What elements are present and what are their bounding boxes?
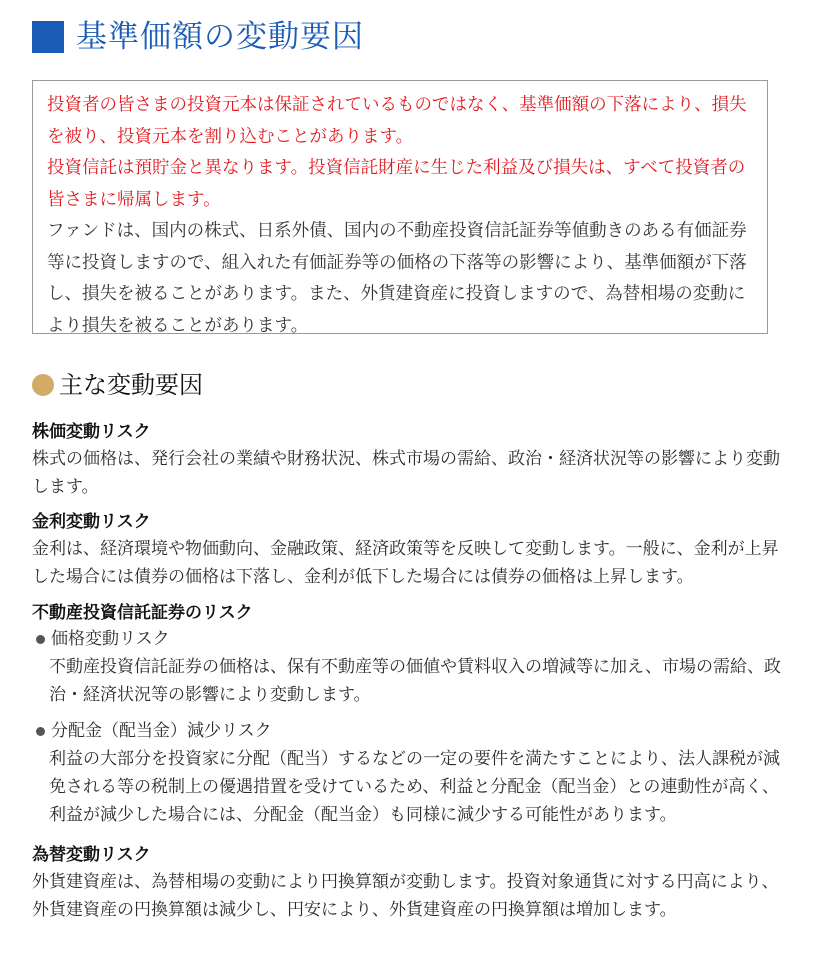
notice-trust-warning: 投資信託は預貯金と異なります。投資信託財産に生じた利益及び損失は、すべて投資者の皆さまに帰属します。 xyxy=(47,158,746,210)
risk-body-fx: 外貨建資産は、為替相場の変動により円換算額が変動します。投資対象通貨に対する円高により、外貨建資産の円換算額は減少し、円安により、外貨建資産の円換算額は増加します。 xyxy=(32,872,779,920)
risk-body-interest: 金利は、経済環境や物価動向、金融政策、経済政策等を反映して変動します。一般に、金利が上昇した場合には債券の価格は下落し、金利が低下した場合には債券の価格は上昇します。 xyxy=(32,539,779,587)
risk-title-reit: 不動産投資信託証券のリスク xyxy=(32,603,253,623)
risk-body-stock: 株式の価格は、発行会社の業績や財務状況、株式市場の需給、政治・経済状況等の影響により変動します。 xyxy=(32,449,780,497)
page-header xyxy=(32,12,364,62)
notice-fund-description: ファンドは、国内の株式、日系外債、国内の不動産投資信託証券等値動きのある有価証券等に投資しますので、組入れた有価証券等の価格の下落等の影響により、基準価額が下落し、損失を被ることがあります。また、外貨建資産に投資しますので、為替相場の変動により損失を被ることがあります。 xyxy=(47,221,747,336)
risk-block-interest xyxy=(32,510,792,591)
sub-risk-price-body: 不動産投資信託証券の価格は、保有不動産等の価値や賃料収入の増減等に加え、市場の需給、政治・経済状況等の影響により変動します。 xyxy=(49,657,782,705)
section-title: 主な変動要因 xyxy=(59,371,203,399)
sub-risk-dividend xyxy=(36,718,792,745)
risk-title-fx: 為替変動リスク xyxy=(32,845,151,865)
section-header xyxy=(32,366,203,404)
sub-risk-dividend-body: 利益の大部分を投資家に分配（配当）するなどの一定の要件を満たすことにより、法人課税が減免される等の税制上の優遇措置を受けているため、利益と分配金（配当金）との連動性が高く、利益が減少した場合には、分配金（配当金）も同様に減少する可能性があります。 xyxy=(49,749,780,825)
sub-risk-price-title: 価格変動リスク xyxy=(51,629,170,649)
notice-box xyxy=(32,80,768,334)
risk-block-stock xyxy=(32,420,792,501)
risk-title-stock: 株価変動リスク xyxy=(32,422,151,442)
sub-risk-price xyxy=(36,626,792,653)
sub-risk-dividend-title: 分配金（配当金）減少リスク xyxy=(51,721,272,741)
gold-dot-icon xyxy=(32,374,54,396)
risk-title-interest: 金利変動リスク xyxy=(32,512,151,532)
page-title: 基準価額の変動要因 xyxy=(76,18,364,55)
bullet-icon xyxy=(36,727,45,736)
risk-block-fx xyxy=(32,843,792,924)
risk-block-reit xyxy=(32,601,792,829)
bullet-icon xyxy=(36,635,45,644)
notice-principal-warning: 投資者の皆さまの投資元本は保証されているものではなく、基準価額の下落により、損失を被り、投資元本を割り込むことがあります。 xyxy=(47,95,747,147)
blue-square-marker xyxy=(32,21,64,53)
